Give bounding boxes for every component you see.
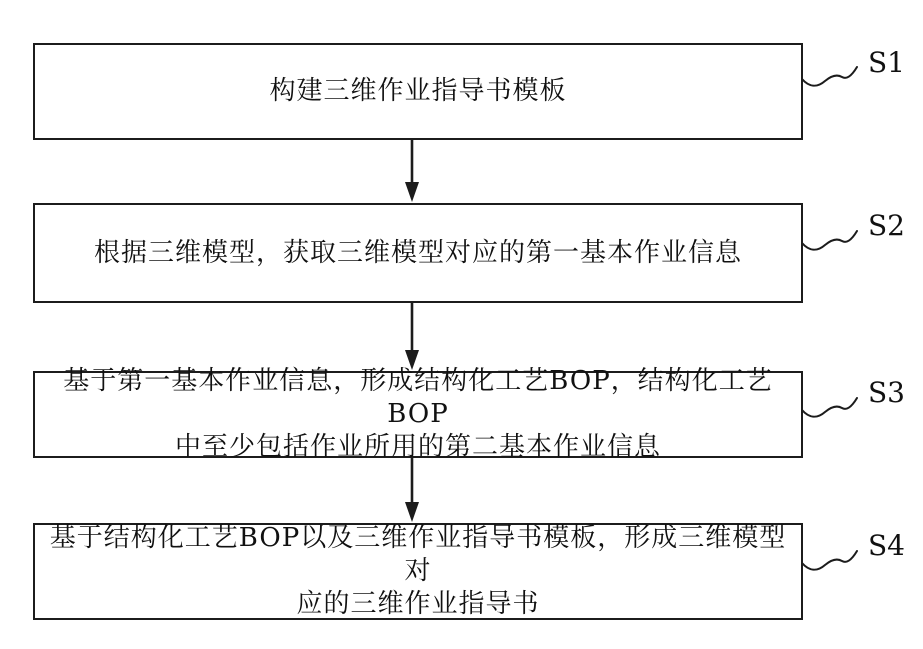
step-text-s3: 基于第一基本作业信息，形成结构化工艺BOP，结构化工艺BOP 中至少包括作业所用的第二基本作业信息 bbox=[63, 366, 773, 462]
step-box-s2 bbox=[33, 203, 803, 303]
step-box-s4 bbox=[33, 523, 803, 620]
step-text-s4: 基于结构化工艺BOP以及三维作业指导书模板，形成三维模型对 应的三维作业指导书 bbox=[49, 523, 787, 619]
arrow-down-icon bbox=[402, 140, 422, 203]
step-label-s1: S1 bbox=[868, 46, 905, 79]
step-label-s2: S2 bbox=[868, 209, 905, 242]
tilde-connector-s2 bbox=[801, 228, 859, 254]
step-text-s2: 根据三维模型，获取三维模型对应的第一基本作业信息 bbox=[93, 237, 742, 268]
step-text-s1: 构建三维作业指导书模板 bbox=[269, 76, 567, 106]
step-label-s3: S3 bbox=[868, 376, 905, 409]
tilde-connector-s1 bbox=[801, 64, 859, 90]
tilde-connector-s4 bbox=[801, 548, 859, 574]
step-box-s1 bbox=[33, 43, 803, 140]
step-label-s4: S4 bbox=[868, 529, 905, 562]
arrow-down-icon bbox=[402, 458, 422, 523]
step-box-s3 bbox=[33, 366, 803, 462]
tilde-connector-s3 bbox=[801, 395, 859, 421]
arrow-down-icon bbox=[402, 303, 422, 371]
